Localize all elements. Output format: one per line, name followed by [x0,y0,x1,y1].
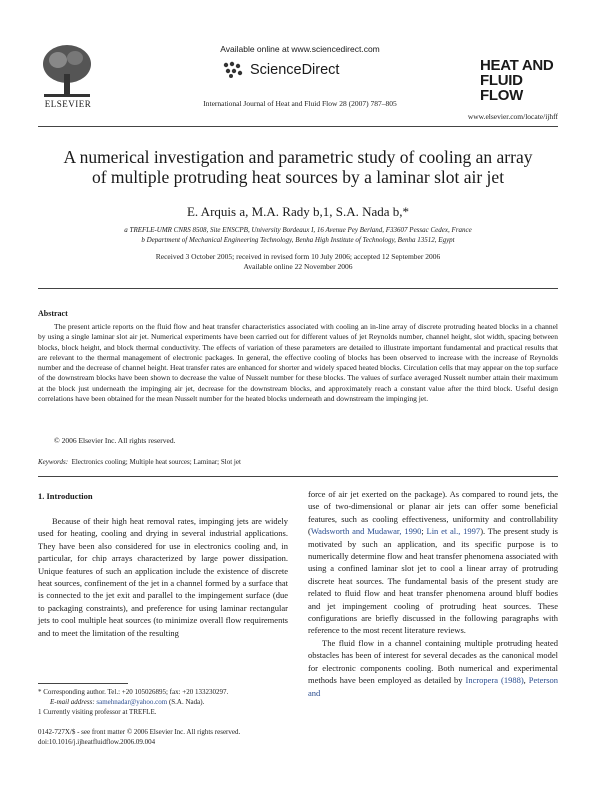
citation-incropera[interactable]: Incropera (1988) [465,675,524,686]
citation-peterson[interactable]: Peterson and [308,675,559,698]
header-rule [38,126,558,127]
sciencedirect-name: ScienceDirect [250,62,340,78]
footnote-email [50,698,204,707]
received-dates: Received 3 October 2005; received in revised form 10 July 2006; accepted 12 September 2006 [155,252,441,261]
authors-text: E. Arquis a, M.A. Rady b,1, S.A. Nada b,* [186,204,410,219]
footnote-visiting: 1 Currently visiting professor at TREFLE. [38,708,157,716]
abstract-copyright: © 2006 Elsevier Inc. All rights reserved. [54,436,176,445]
affiliation-b: b Department of Mechanical Engineering Technology, Benha High Institute of Technology, Benha 13512, Egypt [141,236,455,244]
elsevier-wordmark: ELSEVIER [44,99,92,109]
left-column [38,515,288,639]
email-link[interactable]: samehnadar@yahoo.com [96,698,168,706]
keywords-line [38,458,241,466]
abstract-bottom-rule [38,476,558,477]
abstract-heading: Abstract [38,309,68,318]
email-suffix: (S.A. Nada). [167,698,205,706]
citation-separator: ; [421,526,427,537]
section-heading: 1. Introduction [38,491,93,501]
email-label: E-mail address: [50,698,95,706]
sciencedirect-logo [222,60,339,80]
article-title-line1: A numerical investigation and parametric study of cooling an array [63,147,533,167]
journal-brand [480,58,556,103]
journal-citation: International Journal of Heat and Fluid Flow 28 (2007) 787–805 [203,99,397,108]
doi-line[interactable]: doi:10.1016/j.ijheatfluidflow.2006.09.004 [38,738,156,746]
affiliation-a: a TREFLE-UMR CNRS 8508, Site ENSCPB, University Bordeaux I, 16 Avenue Pey Berland, F33607 Pessac Cedex, France [124,226,472,234]
issn-line: 0142-727X/$ - see front matter © 2006 Elsevier Inc. All rights reserved. [38,728,241,736]
journal-url[interactable]: www.elsevier.com/locate/ijhff [467,112,558,121]
author-list [38,204,558,220]
journal-brand-title: HEAT AND FLUID FLOW [480,57,554,104]
footnote-corresponding: * Corresponding author. Tel.: +20 105026895; fax: +20 133230297. [38,688,229,696]
right-para1-start: force of air jet exerted on the package). As compared to round jets, the use of two-dimensional or planar air jets can offer some beneficial features, such as cooling effectiveness, uniformity and controllability ( [308,489,558,537]
right-para1-end: ). The present study is motivated by such an application, and its specific purpose is to numerically determine flow and heat transfer phenomena associated with using a confined laminar slot jet to cool a linear array of protruding discrete heat sources. The fundamental basis of the present study are related to fluid flow and heat transfer phenomena around bluff bodies and jet impingement cooling of protruding heat sources. These configurations are briefly discussed in the following paragraphs with reference to the most recent literature reviews. [308,526,558,636]
keywords-label: Keywords: [38,458,69,466]
footnote-rule [38,683,128,684]
left-paragraph: Because of their high heat removal rates, impinging jets are widely used for heating, cooling and drying in several industrial applications. They have been also considered for use in electronics cooling and, in particular, for chip arrays characterized by large power dissipation. Unique features of such an application include the existence of discrete heat sources, confinement of the jet in a channel formed by a surface that is connected to the jet exit and parallel to the impingement surface (due to packaging constraints), and preference for using laminar rectangular jets to cool multiple heat sources (to minimize overall flow requirements and to meet the limitation of the resulting [38,516,288,638]
sciencedirect-dots-icon [222,61,244,79]
abstract-top-rule [38,288,558,289]
citation-wadsworth[interactable]: Wadsworth and Mudawar, 1990 [310,526,422,537]
abstract-text: The present article reports on the fluid flow and heat transfer characteristics associated with cooling an in-line array of discrete protruding heated blocks in a channel by using a single laminar slot air jet. Numerical experiments have been carried out for different values of jet Reynolds number, channel height, slot width, spacing between blocks, block height, and block thermal conductivity. The effects of variation of these parameters are detailed to illustrate important fundamental and practical results that are relevant to the thermal management of electronic packages. In general, the effective cooling of blocks has been observed to increase with the increase of Reynolds number and the decrease of channel height. Heat transfer rates are enhanced for shorter and widely spaced heated blocks. Circulation cells that may appear on the top surface of the downstream blocks have been shown to decrease the value of Nusselt number for these blocks. The values of surface averaged Nusselt number attain their maximum at the block just underneath the impinging air jet, decrease for the downstream blocks, and approximately reach a constant value after the third block. Useful design correlations have been obtained for the mean Nusselt number for the heated blocks underneath and downstream the impinging jet. [38,322,558,404]
right-para2-start: The fluid flow in a channel containing multiple protruding heated obstacles has been of interest for several decades as the canonical model for electronic components cooling. Both numerical and experimental methods have been employed as detailed by [308,637,558,686]
article-title-line2: of multiple protruding heat sources by a laminar slot air jet [91,166,505,187]
citation-lin[interactable]: Lin et al., 1997 [426,526,481,537]
keywords-text: Electronics cooling; Multiple heat sources; Laminar; Slot jet [71,458,241,466]
right-column [308,488,558,699]
available-online-date: Available online 22 November 2006 [243,262,353,271]
available-online-line: Available online at www.sciencedirect.com [220,44,380,54]
right-paragraph-1 [308,488,558,637]
elsevier-tree-logo [38,40,96,100]
citation-separator-2: , [523,675,529,686]
right-paragraph-2 [308,637,558,699]
article-title [38,148,558,187]
